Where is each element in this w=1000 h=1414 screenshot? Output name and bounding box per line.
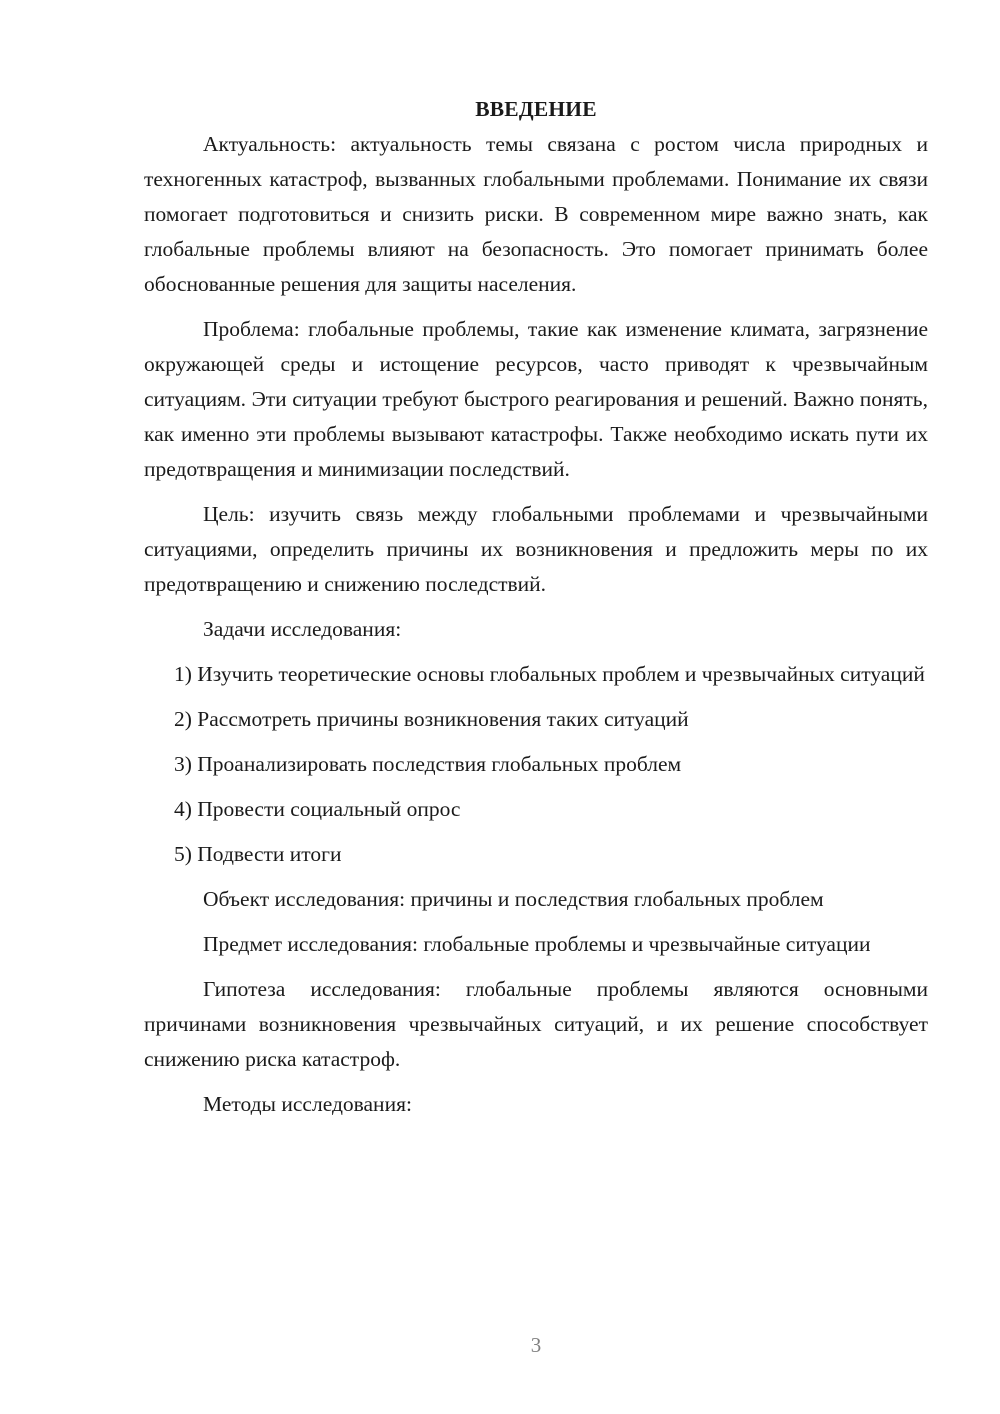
paragraph-hypothesis: Гипотеза исследования: глобальные проблемы являются основными причинами возникновения чрезвычайных ситуаций, и их решение способствует снижению риска катастроф.	[144, 977, 928, 1071]
task-item-2: 2) Рассмотреть причины возникновения таких ситуаций	[174, 707, 689, 731]
task-item-5: 5) Подвести итоги	[174, 842, 342, 866]
task-item-4: 4) Провести социальный опрос	[174, 797, 461, 821]
page-content	[144, 92, 928, 1132]
page-number: 3	[530, 1333, 542, 1357]
paragraph-subject: Предмет исследования: глобальные проблемы и чрезвычайные ситуации	[203, 932, 871, 956]
paragraph-tasks-heading: Задачи исследования:	[203, 617, 402, 641]
paragraph-relevance: Актуальность: актуальность темы связана с ростом числа природных и техногенных катастроф, вызванных глобальными проблемами. Понимание их связи помогает подготовиться и снизить риски. В современном мире важно знать, как глобальные проблемы влияют на безопасность. Это помогает принимать более обоснованные решения для защиты населения.	[144, 132, 928, 296]
paragraph-goal: Цель: изучить связь между глобальными проблемами и чрезвычайными ситуациями, определить причины их возникновения и предложить меры по их предотвращению и снижению последствий.	[144, 502, 928, 596]
paragraph-problem: Проблема: глобальные проблемы, такие как изменение климата, загрязнение окружающей среды и истощение ресурсов, часто приводят к чрезвычайным ситуациям. Эти ситуации требуют быстрого реагирования и решений. Важно понять, как именно эти проблемы вызывают катастрофы. Также необходимо искать пути их предотвращения и минимизации последствий.	[144, 317, 928, 481]
task-item-1: 1) Изучить теоретические основы глобальных проблем и чрезвычайных ситуаций	[174, 662, 925, 686]
task-item-3: 3) Проанализировать последствия глобальных проблем	[174, 752, 682, 776]
section-title: ВВЕДЕНИЕ	[475, 97, 597, 121]
paragraph-object: Объект исследования: причины и последствия глобальных проблем	[203, 887, 824, 911]
paragraph-methods: Методы исследования:	[203, 1092, 412, 1116]
